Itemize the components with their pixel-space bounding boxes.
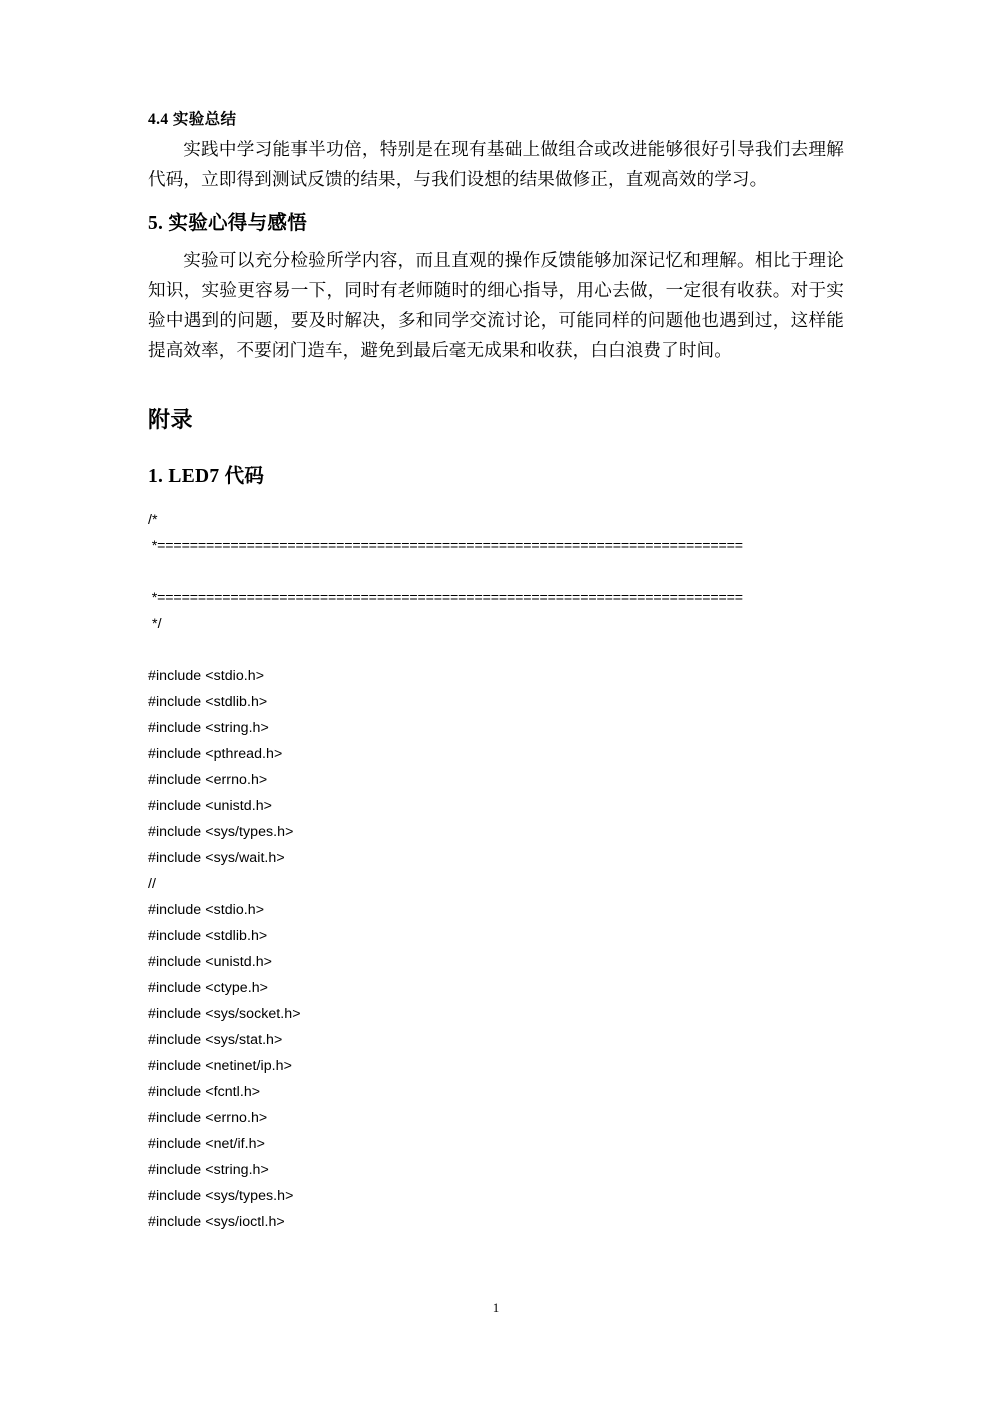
code-line: *======================================================================== [148, 589, 743, 606]
code-line: #include <stdlib.h> [148, 927, 268, 944]
code-line: #include <fcntl.h> [148, 1083, 261, 1100]
code-line: #include <errno.h> [148, 771, 268, 788]
code-line: #include <sys/wait.h> [148, 849, 285, 866]
heading-appendix: 附录 [148, 406, 194, 432]
code-listing-led7 [148, 507, 844, 1235]
heading-appendix-item-led7-code: 1. LED7 代码 [148, 465, 265, 487]
code-line: #include <string.h> [148, 1161, 269, 1178]
code-line: /* [148, 511, 158, 528]
code-line: #include <sys/types.h> [148, 1187, 294, 1204]
code-line [148, 637, 844, 663]
code-line: #include <stdio.h> [148, 667, 265, 684]
code-line: #include <sys/socket.h> [148, 1005, 301, 1022]
code-line: #include <string.h> [148, 719, 269, 736]
code-line: */ [148, 615, 162, 632]
heading-5-experiment-reflections: 5. 实验心得与感悟 [148, 213, 307, 235]
code-line: #include <net/if.h> [148, 1135, 265, 1152]
code-line: // [148, 875, 156, 892]
code-line [148, 559, 844, 585]
code-line: #include <stdio.h> [148, 901, 265, 918]
code-line: #include <errno.h> [148, 1109, 268, 1126]
paragraph-5-body: 实验可以充分检验所学内容，而且直观的操作反馈能够加深记忆和理解。相比于理论知识，实验更容易一下，同时有老师随时的细心指导，用心去做，一定很有收获。对于实验中遇到的问题，要及时解决，多和同学交流讨论，可能同样的问题他也遇到过，这样能提高效率，不要闭门造车，避免到最后毫无成果和收获，白白浪费了时间。 [148, 249, 844, 360]
code-line: #include <unistd.h> [148, 953, 273, 970]
code-line: #include <unistd.h> [148, 797, 273, 814]
code-line: #include <stdlib.h> [148, 693, 268, 710]
code-line: #include <sys/ioctl.h> [148, 1213, 285, 1230]
code-line: #include <netinet/ip.h> [148, 1057, 292, 1074]
code-line: #include <sys/types.h> [148, 823, 294, 840]
page-number-footer: 1 [492, 1300, 500, 1315]
code-line: #include <pthread.h> [148, 745, 283, 762]
heading-4-4-experiment-summary: 4.4 实验总结 [148, 111, 237, 128]
code-line: *======================================================================== [148, 537, 743, 554]
page-content [148, 108, 844, 1235]
code-line: #include <ctype.h> [148, 979, 269, 996]
paragraph-4-4-body: 实践中学习能事半功倍，特别是在现有基础上做组合或改进能够很好引导我们去理解代码，立即得到测试反馈的结果，与我们设想的结果做修正，直观高效的学习。 [148, 139, 844, 190]
code-line: #include <sys/stat.h> [148, 1031, 283, 1048]
